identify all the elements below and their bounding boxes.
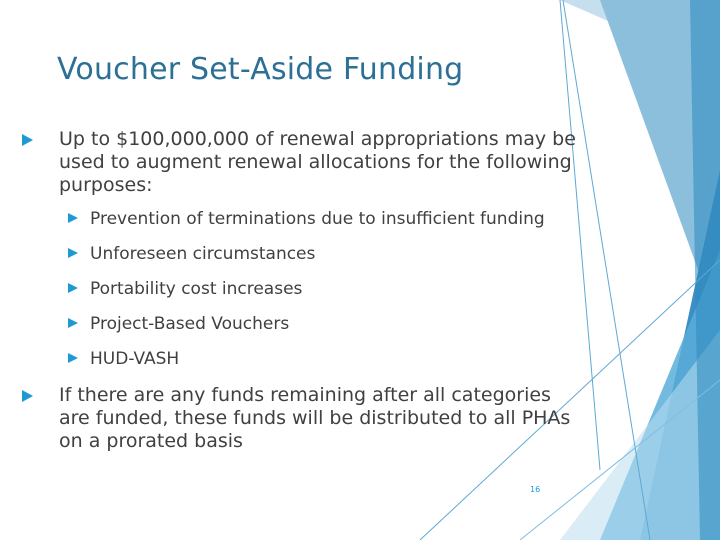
triangle-bullet-icon [68, 248, 78, 258]
triangle-bullet-icon [22, 390, 33, 402]
triangle-bullet-icon [68, 283, 78, 293]
triangle-bullet-icon [22, 134, 33, 146]
triangle-bullet-icon [68, 353, 78, 363]
sub-bullet-text: Portability cost increases [90, 279, 303, 299]
sub-bullet-text: Unforeseen circumstances [90, 244, 316, 264]
bullet-item [22, 128, 582, 197]
bullet-text: Up to $100,000,000 of renewal appropriations may be used to augment renewal allocations for the following purposes: [59, 128, 576, 196]
sub-bullet-item [22, 244, 582, 265]
bullet-text: If there are any funds remaining after all categories are funded, these funds will be distributed to all PHAs on a prorated basis [59, 384, 571, 452]
sub-bullet-item [22, 279, 582, 300]
page-number: 16 [530, 485, 541, 494]
sub-bullet-item [22, 314, 582, 335]
sub-bullet-text: HUD-VASH [90, 349, 180, 369]
sub-bullet-text: Prevention of terminations due to insufficient funding [90, 209, 545, 229]
sub-bullet-item [22, 349, 582, 370]
bullet-item [22, 384, 582, 453]
slide-title: Voucher Set-Aside Funding [57, 52, 464, 87]
triangle-bullet-icon [68, 213, 78, 223]
facet-lower-light [560, 330, 720, 540]
triangle-bullet-icon [68, 318, 78, 328]
sub-bullet-item [22, 209, 582, 230]
bullet-list [22, 128, 582, 465]
sub-bullet-text: Project-Based Vouchers [90, 314, 290, 334]
